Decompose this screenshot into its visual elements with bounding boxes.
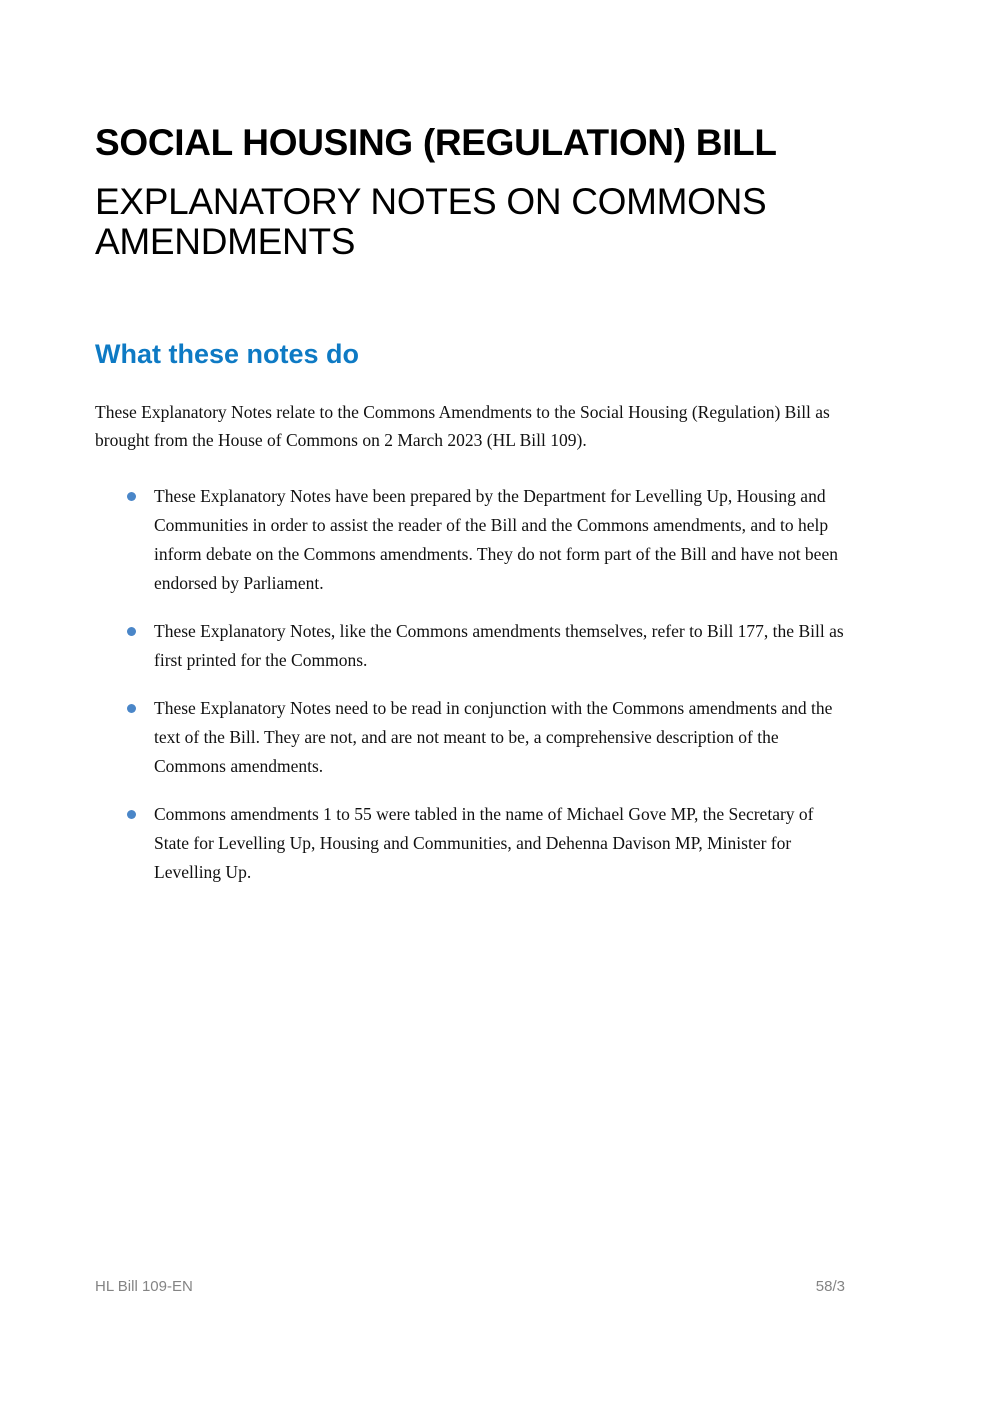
bullet-icon bbox=[127, 627, 136, 636]
intro-paragraph: These Explanatory Notes relate to the Commons Amendments to the Social Housing (Regulation) Bill as brought from the House of Commons on 2 March 2023 (HL Bill 109). bbox=[95, 402, 830, 450]
document-subtitle: EXPLANATORY NOTES ON COMMONS AMENDMENTS bbox=[95, 181, 767, 262]
bullet-icon bbox=[127, 810, 136, 819]
bullet-text: These Explanatory Notes have been prepared by the Department for Levelling Up, Housing and Communities in order to assist the reader of the Bill and the Commons amendments, and to help inform debate on the Commons amendments. They do not form part of the Bill and have not been endorsed by Parliament. bbox=[154, 486, 838, 593]
list-item bbox=[95, 482, 845, 598]
section-what-these-notes-do bbox=[95, 338, 845, 887]
document-header bbox=[95, 122, 845, 262]
footer-bill-number: HL Bill 109-EN bbox=[95, 1278, 193, 1295]
list-item bbox=[95, 617, 845, 675]
section-heading: What these notes do bbox=[95, 339, 360, 369]
list-item bbox=[95, 800, 845, 887]
bullet-text: Commons amendments 1 to 55 were tabled in the name of Michael Gove MP, the Secretary of State for Levelling Up, Housing and Communities, and Dehenna Davison MP, Minister for Levelling Up. bbox=[154, 804, 814, 882]
page-footer bbox=[95, 1278, 845, 1295]
bullet-text: These Explanatory Notes need to be read in conjunction with the Commons amendments and the text of the Bill. They are not, and are not meant to be, a comprehensive description of the Commons amendments. bbox=[154, 698, 833, 776]
bullet-icon bbox=[127, 492, 136, 501]
list-item bbox=[95, 694, 845, 781]
notes-bullet-list bbox=[95, 482, 845, 887]
bullet-text: These Explanatory Notes, like the Commons amendments themselves, refer to Bill 177, the Bill as first printed for the Commons. bbox=[154, 621, 844, 670]
document-title: SOCIAL HOUSING (REGULATION) BILL bbox=[95, 122, 777, 163]
footer-page-number: 58/3 bbox=[815, 1278, 845, 1295]
bullet-icon bbox=[127, 704, 136, 713]
